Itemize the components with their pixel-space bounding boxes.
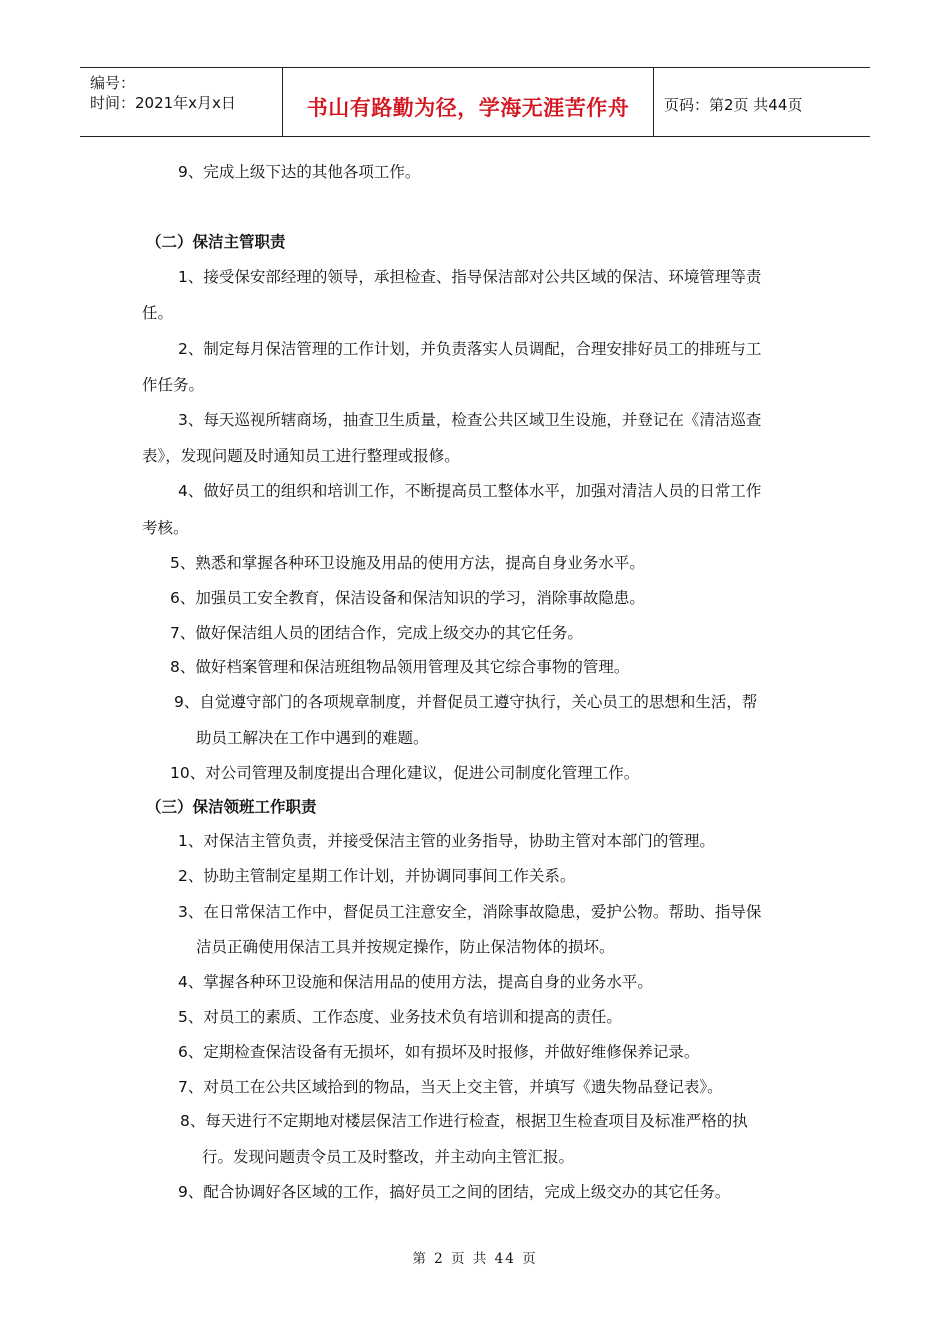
paragraph-line: 4、做好员工的组织和培训工作，不断提高员工整体水平，加强对清洁人员的日常工作 xyxy=(178,482,762,500)
section-heading: （二）保洁主管职责 xyxy=(146,233,286,251)
paragraph-line: 任。 xyxy=(142,304,174,322)
paragraph-line: 行。发现问题责令员工及时整改，并主动向主管汇报。 xyxy=(202,1148,575,1166)
paragraph-line: 2、协助主管制定星期工作计划，并协调同事间工作关系。 xyxy=(178,867,576,885)
paragraph-line: 10、对公司管理及制度提出合理化建议，促进公司制度化管理工作。 xyxy=(170,764,640,782)
page-info: 页码：第2页 共44页 xyxy=(664,96,803,114)
header-left-cell xyxy=(80,68,283,136)
paragraph-line: 1、对保洁主管负责，并接受保洁主管的业务指导，协助主管对本部门的管理。 xyxy=(178,832,715,850)
paragraph-line: 表》，发现问题及时通知员工进行整理或报修。 xyxy=(142,447,460,465)
paragraph-line: 作任务。 xyxy=(142,376,205,394)
paragraph-line: 9、配合协调好各区域的工作，搞好员工之间的团结，完成上级交办的其它任务。 xyxy=(178,1183,731,1201)
paragraph-line: 3、在日常保洁工作中，督促员工注意安全，消除事故隐患，爱护公物。帮助、指导保 xyxy=(178,903,762,921)
header-page-cell xyxy=(654,68,870,136)
paragraph-line: 5、对员工的素质、工作态度、业务技术负有培训和提高的责任。 xyxy=(178,1008,622,1026)
paragraph-line: 2、制定每月保洁管理的工作计划，并负责落实人员调配，合理安排好员工的排班与工 xyxy=(178,340,762,358)
header-motto-cell xyxy=(283,68,654,136)
page-footer: 第 2 页 共 44 页 xyxy=(412,1251,538,1267)
paragraph-line: 4、掌握各种环卫设施和保洁用品的使用方法，提高自身的业务水平。 xyxy=(178,973,653,991)
paragraph-line: 考核。 xyxy=(142,519,189,537)
motto-text: 书山有路勤为径，学海无涯苦作舟 xyxy=(306,96,630,120)
paragraph-line: 5、熟悉和掌握各种环卫设施及用品的使用方法，提高自身业务水平。 xyxy=(170,554,645,572)
paragraph-line: 1、接受保安部经理的领导，承担检查、指导保洁部对公共区域的保洁、环境管理等责 xyxy=(178,268,762,286)
paragraph-line: 3、每天巡视所辖商场，抽查卫生质量，检查公共区域卫生设施，并登记在《清洁巡查 xyxy=(178,411,762,429)
paragraph-line: 9、自觉遵守部门的各项规章制度，并督促员工遵守执行，关心员工的思想和生活，帮 xyxy=(174,693,758,711)
serial-label: 编号： xyxy=(90,74,136,92)
paragraph-line: 6、加强员工安全教育，保洁设备和保洁知识的学习，消除事故隐患。 xyxy=(170,589,645,607)
paragraph-line: 7、做好保洁组人员的团结合作，完成上级交办的其它任务。 xyxy=(170,624,583,642)
paragraph-line: 洁员正确使用保洁工具并按规定操作，防止保洁物体的损坏。 xyxy=(196,938,615,956)
paragraph-line: 9、完成上级下达的其他各项工作。 xyxy=(178,163,421,181)
paragraph-line: 助员工解决在工作中遇到的难题。 xyxy=(196,729,429,747)
paragraph-line: 8、每天进行不定期地对楼层保洁工作进行检查，根据卫生检查项目及标准严格的执 xyxy=(180,1112,748,1130)
paragraph-line: 8、做好档案管理和保洁班组物品领用管理及其它综合事物的管理。 xyxy=(170,658,630,676)
date-line: 时间：2021年x月x日 xyxy=(90,94,236,112)
page-header xyxy=(80,67,870,137)
section-heading: （三）保洁领班工作职责 xyxy=(146,798,317,816)
paragraph-line: 7、对员工在公共区域拾到的物品，当天上交主管，并填写《遗失物品登记表》。 xyxy=(178,1078,723,1096)
paragraph-line: 6、定期检查保洁设备有无损坏，如有损坏及时报修，并做好维修保养记录。 xyxy=(178,1043,700,1061)
